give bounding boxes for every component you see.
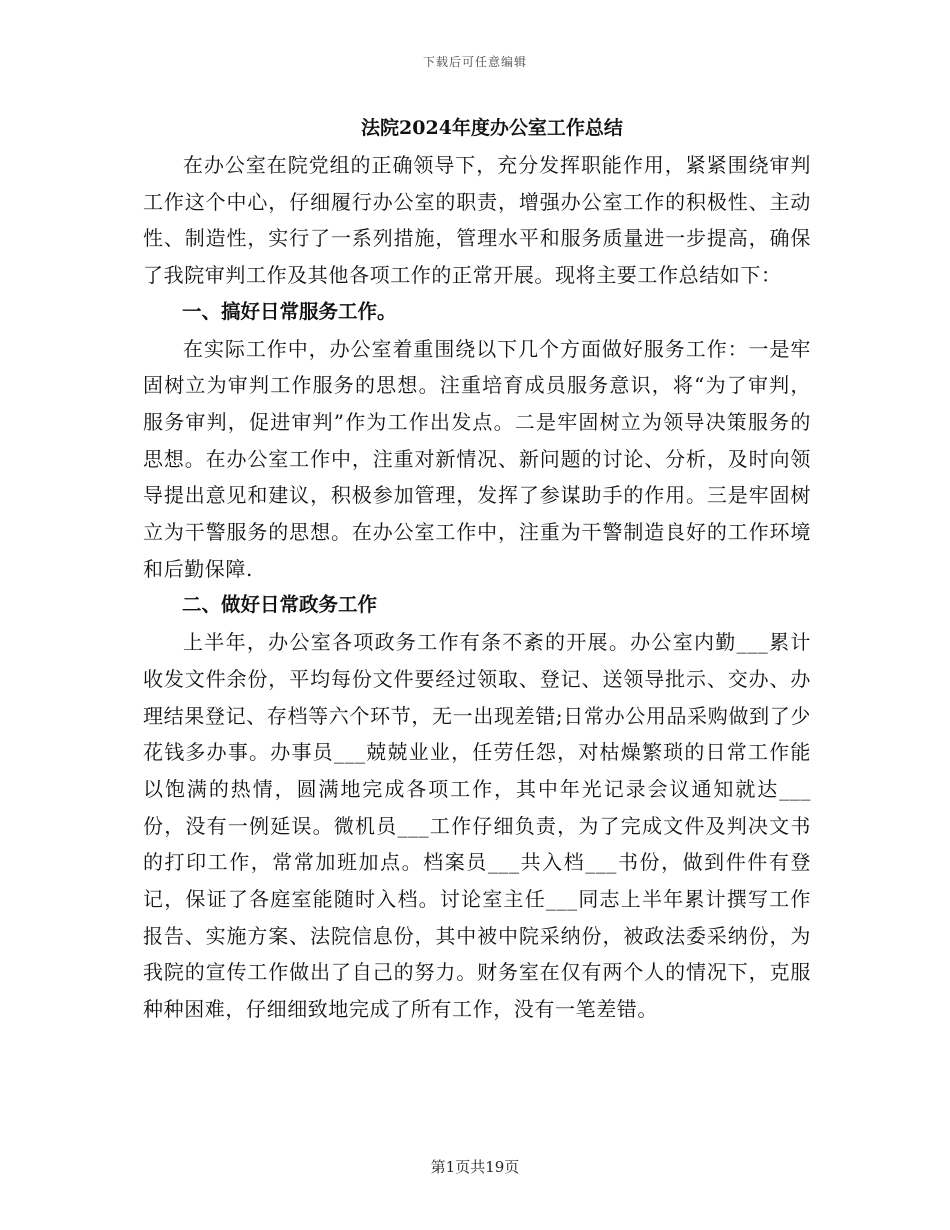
section-2-heading: 二、做好日常政务工作 — [182, 593, 378, 617]
header-note: 下载后可任意编辑 — [422, 55, 527, 69]
document-title: 法院2024年度办公室工作总结 — [361, 117, 623, 139]
page-number-footer: 第1页共19页 — [430, 1158, 520, 1176]
intro-paragraph: 在办公室在院党组的正确领导下，充分发挥职能作用，紧紧围绕审判工作这个中心，仔细履行办公室的职责，增强办公室工作的积极性、主动性、制造性，实行了一系列措施，管理水平和服务质量进一步提高，确保了我院审判工作及其他各项工作的正常开展。现将主要工作总结如下： — [143, 153, 811, 288]
section-2-paragraph: 上半年，办公室各项政务工作有条不紊的开展。办公室内勤___累计收发文件余份，平均每份文件要经过领取、登记、送领导批示、交办、办理结果登记、存档等六个环节，无一出现差错;日常办公用品采购做到了少花钱多办事。办事员___兢兢业业，任劳任怨，对枯燥繁琐的日常工作能以饱满的热情，圆满地完成各项工作，其中年光记录会议通知就达___份，没有一例延误。微机员___工作仔细负责，为了完成文件及判决文书的打印工作，常常加班加点。档案员___共入档___书份，做到件件有登记，保证了各庭室能随时入档。讨论室主任___同志上半年累计撰写工作报告、实施方案、法院信息份，其中被中院采纳份，被政法委采纳份，为我院的宣传工作做出了自己的努力。财务室在仅有两个人的情况下，克服种种困难，仔细细致地完成了所有工作，没有一笔差错。 — [143, 630, 811, 1022]
section-1-heading: 一、搞好日常服务工作。 — [182, 299, 397, 323]
document-body — [143, 113, 811, 1028]
section-1-paragraph: 在实际工作中，办公室着重围绕以下几个方面做好服务工作：一是牢固树立为审判工作服务的思想。注重培育成员服务意识，将“为了审判，服务审判，促进审判”作为工作出发点。二是牢固树立为领导决策服务的思想。在办公室工作中，注重对新情况、新问题的讨论、分析，及时向领导提出意见和建议，积极参加管理，发挥了参谋助手的作用。三是牢固树立为干警服务的思想。在办公室工作中，注重为干警制造良好的工作环境和后勤保障. — [143, 336, 811, 581]
